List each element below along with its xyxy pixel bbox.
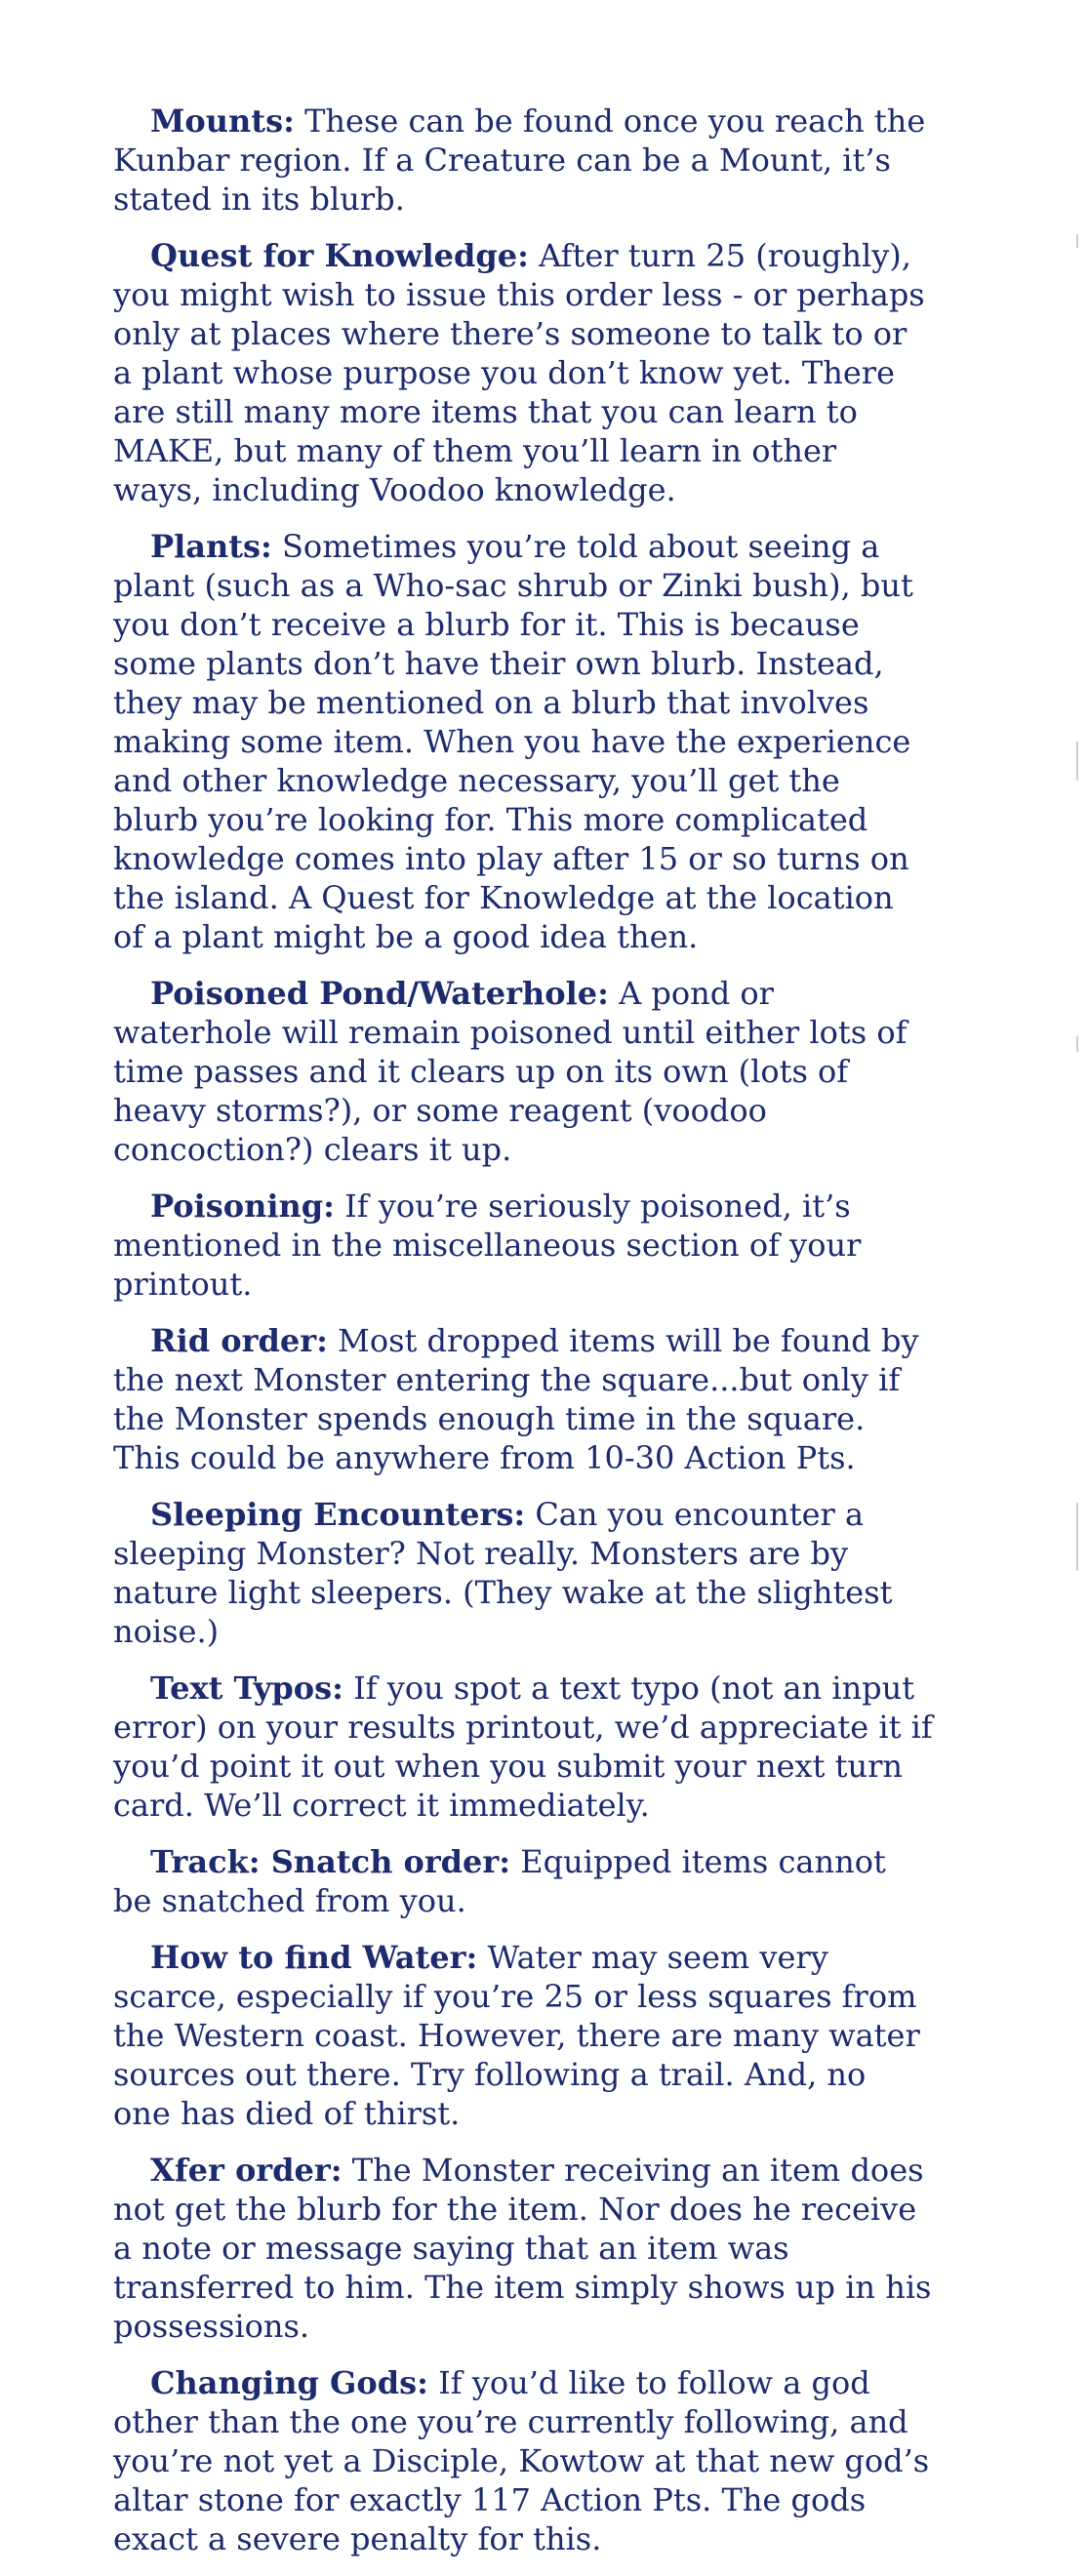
entry-text: If you spot a text typo (not an input error) on your results printout, we’d appreciate it if you’d point it out when you submit your next turn card. We’ll correct it immediately. xyxy=(113,1670,933,1824)
scan-speck xyxy=(1076,1503,1078,1571)
entry-text: A pond or waterhole will remain poisoned until either lots of time passes and it clears up on its own (lots of heavy storms?), or some reagent (voodoo concoction?) clears it up. xyxy=(113,975,908,1168)
entry-mounts xyxy=(113,101,933,219)
faq-text-block xyxy=(113,101,933,2576)
entry-term: Rid order: xyxy=(150,1322,328,1359)
scan-speck xyxy=(1076,1036,1078,1052)
entry-term: Xfer order: xyxy=(150,2152,343,2189)
entry-term: Track: Snatch order: xyxy=(150,1843,511,1880)
entry-text: Water may seem very scarce, especially if you’re 25 or less squares from the Western coast. However, there are many water sources out there. Try following a trail. And, no one has died of thirst. xyxy=(113,1939,920,2132)
scan-speck xyxy=(1076,742,1078,781)
entry-term: Changing Gods: xyxy=(150,2364,428,2401)
entry-text: If you’re seriously poisoned, it’s mentioned in the miscellaneous section of your printout. xyxy=(113,1187,862,1303)
scan-speck xyxy=(1076,234,1078,248)
entry-sleeping-encounters xyxy=(113,1495,933,1651)
entry-text-typos xyxy=(113,1669,933,1825)
entry-changing-gods xyxy=(113,2363,933,2558)
entry-poisoned-pond xyxy=(113,974,933,1169)
entry-text: The Monster receiving an item does not get the blurb for the item. Nor does he receive a note or message saying that an item was transferred to him. The item simply shows up in his possessions. xyxy=(113,2152,932,2345)
entry-term: Plants: xyxy=(150,528,272,565)
entry-poisoning xyxy=(113,1187,933,1304)
entry-term: Sleeping Encounters: xyxy=(150,1496,526,1533)
entry-text: Equipped items cannot be snatched from you. xyxy=(113,1843,886,1919)
entry-text: These can be found once you reach the Kunbar region. If a Creature can be a Mount, it’s stated in its blurb. xyxy=(113,102,926,218)
entry-quest-for-knowledge xyxy=(113,236,933,509)
entry-term: Mounts: xyxy=(150,102,295,140)
entry-text: Can you encounter a sleeping Monster? Not really. Monsters are by nature light sleepers. (They wake at the slightest noise.) xyxy=(113,1496,893,1650)
entry-text: Most dropped items will be found by the next Monster entering the square...but only if the Monster spends enough time in the square. This could be anywhere from 10-30 Action Pts. xyxy=(113,1322,919,1476)
entry-text: Sometimes you’re told about seeing a plant (such as a Who-sac shrub or Zinki bush), but you don’t receive a blurb for it. This is because some plants don’t have their own blurb. Instead, they may be mentioned on a blurb that involves making some item. When you have the experience and other knowledge necessary, you’ll get the blurb you’re looking for. This more complicated knowledge comes into play after 15 or so turns on the island. A Quest for Knowledge at the location of a plant might be a good idea then. xyxy=(113,528,913,955)
entry-how-to-find-water xyxy=(113,1938,933,2133)
entry-text: After turn 25 (roughly), you might wish to issue this order less - or perhaps only at places where there’s someone to talk to or a plant whose purpose you don’t know yet. There are still many more items that you can learn to MAKE, but many of them you’ll learn in other ways, including Voodoo knowledge. xyxy=(113,237,925,508)
entry-term: Quest for Knowledge: xyxy=(150,237,529,274)
entry-rid-order xyxy=(113,1321,933,1477)
entry-text: If you’d like to follow a god other than the one you’re currently following, and you’re not yet a Disciple, Kowtow at that new god’s altar stone for exactly 117 Action Pts. The gods exact a severe penalty for this. xyxy=(113,2364,930,2557)
entry-term: Text Typos: xyxy=(150,1670,343,1707)
entry-xfer-order xyxy=(113,2151,933,2346)
entry-term: Poisoning: xyxy=(150,1187,335,1225)
entry-term: Poisoned Pond/Waterhole: xyxy=(150,975,609,1012)
entry-plants xyxy=(113,527,933,956)
entry-track-snatch-order xyxy=(113,1842,933,1920)
entry-term: How to find Water: xyxy=(150,1939,478,1976)
